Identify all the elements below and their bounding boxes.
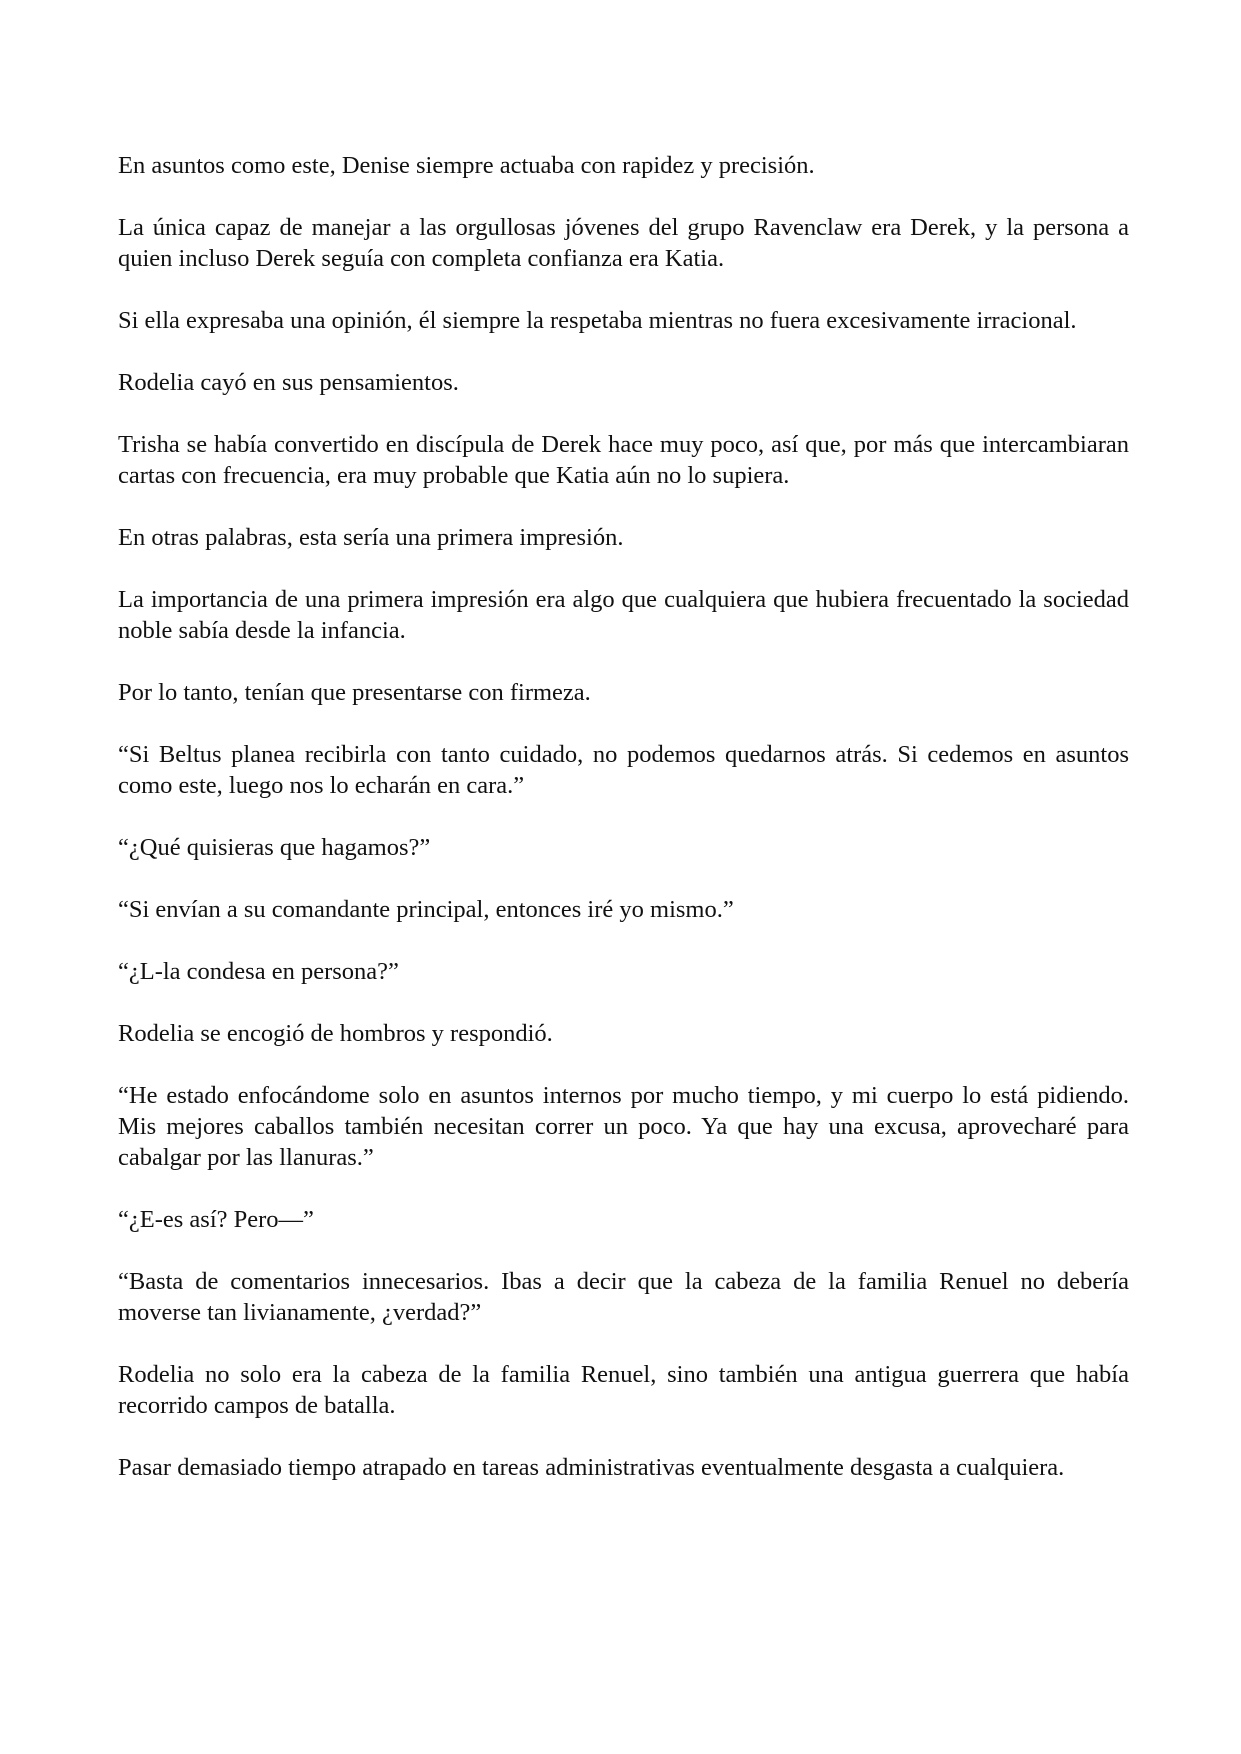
paragraph: En asuntos como este, Denise siempre actuaba con rapidez y precisión. [118, 152, 815, 179]
paragraph: “Si envían a su comandante principal, entonces iré yo mismo.” [118, 896, 734, 923]
paragraph: Pasar demasiado tiempo atrapado en tareas administrativas eventualmente desgasta a cualquiera. [118, 1454, 1065, 1481]
paragraph: “Si Beltus planea recibirla con tanto cuidado, no podemos quedarnos atrás. Si cedemos en asuntos como este, luego nos lo echarán en cara.” [118, 741, 1129, 799]
paragraph: La única capaz de manejar a las orgullosas jóvenes del grupo Ravenclaw era Derek, y la persona a quien incluso Derek seguía con completa confianza era Katia. [118, 214, 1129, 272]
paragraph: Si ella expresaba una opinión, él siempre la respetaba mientras no fuera excesivamente irracional. [118, 307, 1077, 334]
paragraph: “Basta de comentarios innecesarios. Ibas a decir que la cabeza de la familia Renuel no debería moverse tan livianamente, ¿verdad?” [118, 1268, 1129, 1326]
paragraph: Por lo tanto, tenían que presentarse con firmeza. [118, 679, 591, 706]
paragraph: “¿L-la condesa en persona?” [118, 958, 399, 985]
paragraph: Rodelia no solo era la cabeza de la familia Renuel, sino también una antigua guerrera que había recorrido campos de batalla. [118, 1361, 1129, 1419]
paragraph: “He estado enfocándome solo en asuntos internos por mucho tiempo, y mi cuerpo lo está pidiendo. Mis mejores caballos también necesitan correr un poco. Ya que hay una excusa, aprovecharé para cabalgar por las llanuras.” [118, 1082, 1129, 1171]
paragraph: La importancia de una primera impresión era algo que cualquiera que hubiera frecuentado la sociedad noble sabía desde la infancia. [118, 586, 1129, 644]
paragraph: Trisha se había convertido en discípula de Derek hace muy poco, así que, por más que intercambiaran cartas con frecuencia, era muy probable que Katia aún no lo supiera. [118, 431, 1129, 489]
document-body [118, 150, 1129, 1514]
paragraph: Rodelia cayó en sus pensamientos. [118, 369, 459, 396]
paragraph: “¿Qué quisieras que hagamos?” [118, 834, 431, 861]
paragraph: Rodelia se encogió de hombros y respondió. [118, 1020, 553, 1047]
paragraph: “¿E-es así? Pero—” [118, 1206, 314, 1233]
paragraph: En otras palabras, esta sería una primera impresión. [118, 524, 624, 551]
